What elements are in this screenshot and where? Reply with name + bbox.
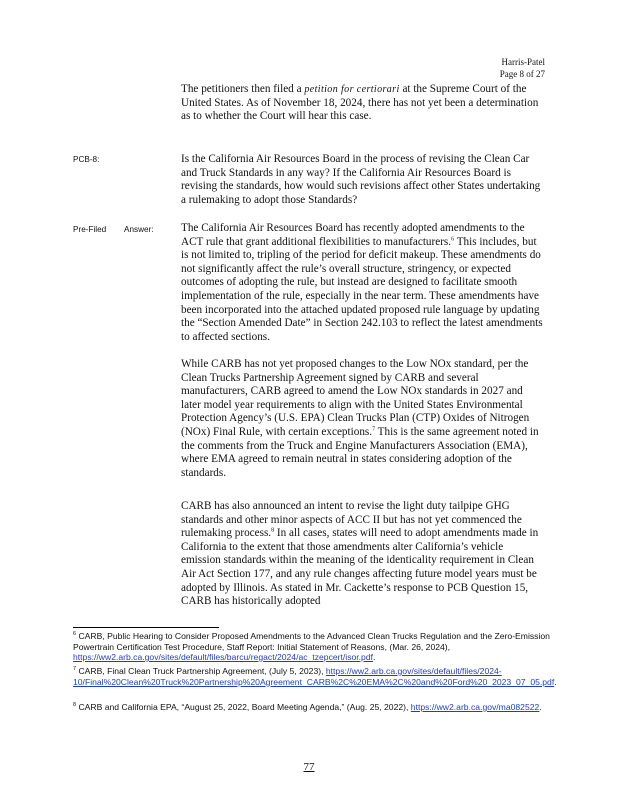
- footnote-6-end: .: [373, 652, 376, 662]
- answer-p2-part-a: While CARB has not yet proposed changes to the Low NOx standard, per the Clean Trucks Partnership Agreement signed by CARB and several manufacturers, CARB agreed to amend the Low NOx standards in 2027 and later model year requirements to align with the United States Environmental Protection Agency’s (U.S. EPA) Clean Trucks Plan (CTP) Oxides of Nitrogen (NOx) Final Rule, with certain exceptions.: [181, 358, 530, 438]
- answer-p3-part-a: CARB has also announced an intent to revise the light duty tailpipe GHG standards and other minor aspects of ACC II but has not yet commenced the rulemaking process.: [181, 500, 522, 540]
- footnote-6-text: CARB, Public Hearing to Consider Proposed Amendments to the Advanced Clean Trucks Regulation and the Zero-Emission Powertrain Certification Test Procedure, Staff Report: Initial Statement of Reasons, (Mar. 26, 2024),: [73, 631, 550, 652]
- header-author: Harris-Patel: [501, 57, 545, 67]
- answer-paragraph-3: [181, 500, 545, 609]
- footnote-8-text: CARB and California EPA, “August 25, 2022, Board Meeting Agenda,” (Aug. 25, 2022),: [76, 702, 411, 712]
- footnote-8-link[interactable]: https://ww2.arb.ca.gov/ma082522: [410, 702, 540, 712]
- footnote-8: [73, 702, 553, 713]
- footnote-7-end: .: [554, 676, 557, 687]
- page-number: [0, 761, 618, 773]
- footnote-6: [73, 631, 553, 663]
- footnote-7-text: CARB, Final Clean Truck Partnership Agreement, (July 5, 2023),: [76, 666, 326, 676]
- answer-paragraph-1: [181, 222, 545, 344]
- page-number-value: 77: [303, 761, 315, 773]
- paragraph-petition: [181, 83, 545, 124]
- footnote-6-number: 6: [73, 631, 77, 638]
- footnote-7-link[interactable]: https://ww2.arb.ca.gov/sites/default/files/2024-10/Final%20Clean%20Truck%20Partnership%20Agreement_CARB%2C%20EMA%2C%20and%20Ford%20_2023_07_05.pdf: [73, 666, 555, 687]
- footnote-8-number: 8: [73, 702, 77, 709]
- footnote-ref-8[interactable]: 8: [271, 527, 275, 534]
- question-text: Is the California Air Resources Board in the process of revising the Clean Car and Truck Standards in any way? If the California Air Resources Board is revising the standards, how would such revisions affect other States undertaking a rulemaking to adopt those Standards?: [181, 153, 541, 206]
- footnote-ref-6[interactable]: 6: [451, 235, 455, 242]
- answer-p1-part-a: The California Air Resources Board has recently adopted amendments to the ACT rule that grant additional flexibilities to manufacturers.: [181, 222, 525, 248]
- header-page-indicator: Page 8 of 27: [499, 69, 545, 79]
- answer-paragraph-2: [181, 358, 545, 480]
- footnote-7: [73, 666, 557, 687]
- footnote-6-link[interactable]: https://ww2.arb.ca.gov/sites/default/files/barcu/regact/2024/ac_tzepcert/isor.pdf: [73, 652, 373, 662]
- footnote-ref-7[interactable]: 7: [372, 426, 376, 433]
- paragraph-petition-italic: petition for certiorari: [304, 84, 400, 95]
- answer-label-prefiled: Pre-Filed: [73, 225, 107, 234]
- footnote-7-number: 7: [73, 666, 77, 673]
- question-label: PCB-8:: [73, 155, 100, 164]
- answer-label-answer: Answer:: [124, 225, 154, 234]
- paragraph-petition-post: at the Supreme Court of the United States. As of November 18, 2024, there has not yet been a determination as to whether the Court will hear this case.: [181, 83, 539, 123]
- footnote-8-end: .: [539, 702, 542, 712]
- answer-p3-part-b: In all cases, states will need to adopt amendments made in California to the extent that those amendments alter California’s vehicle emission standards within the meaning of the identicality requirement in Clean Air Act Section 177, and any rule changes affecting future model years must be adopted by Illinois. As stated in Mr. Cackette’s response to PCB Question 15, CARB has historically adopted: [181, 527, 539, 608]
- footnote-divider: [73, 627, 219, 628]
- answer-p2-part-b: This is the same agreement noted in the comments from the Truck and Engine Manufacturers Association (EMA), where EMA agreed to remain neutral in states considering adoption of the standards.: [181, 425, 539, 479]
- paragraph-petition-pre: The petitioners then filed a: [181, 83, 305, 95]
- answer-p1-part-b: This includes, but is not limited to, tripling of the period for deficit makeup. These amendments do not significantly affect the rule’s overall structure, stringency, or expected outcomes of adopting the rule, but instead are designed to facilitate smooth implementation of the rule, especially in the near term. These amendments have been incorporated into the attached updated proposed rule language by updating the “Section Amended Date” in Section 242.103 to reflect the latest amendments to affected sections.: [181, 235, 543, 343]
